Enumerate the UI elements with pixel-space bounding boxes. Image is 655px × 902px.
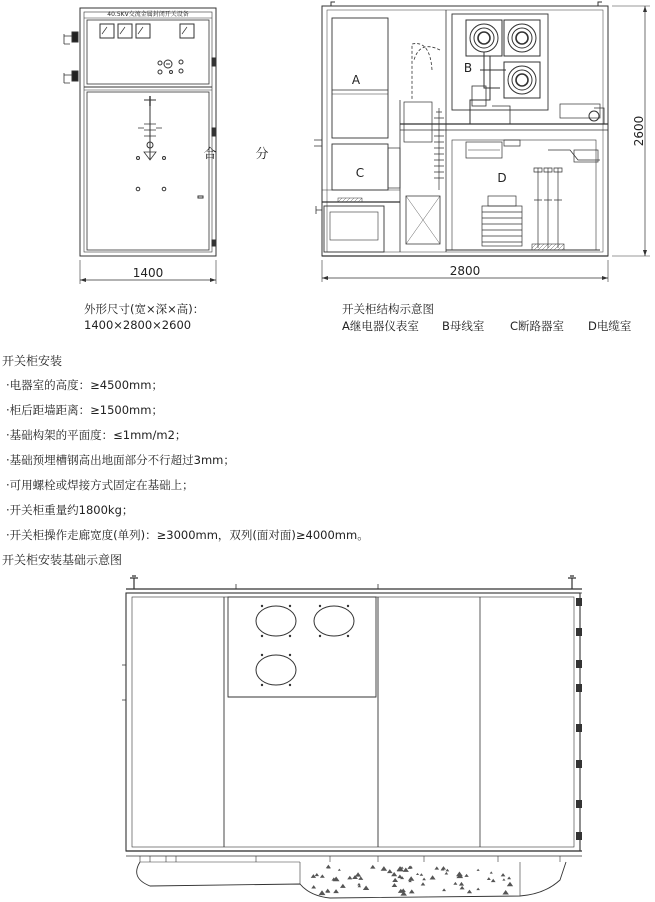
aggregate-stone — [442, 888, 446, 891]
aggregate-stone — [397, 875, 402, 879]
aggregate-stone — [445, 872, 449, 875]
aggregate-stone — [453, 882, 457, 885]
install-item-7: ·开关柜操作走廊宽度(单列)：≥3000mm，双列(面对面)≥4000mm。 — [6, 528, 369, 542]
aggregate-stone — [370, 865, 375, 869]
aggregate-stone — [487, 877, 491, 880]
meter-4 — [180, 24, 194, 38]
aggregate-stone — [430, 875, 436, 879]
side-legend-b: B母线室 — [442, 319, 485, 333]
aggregate-stone — [363, 885, 369, 890]
aggregate-stone — [358, 876, 363, 880]
install-item-5: ·可用螺栓或焊接方式固定在基础上； — [6, 478, 194, 492]
concrete-aggregate — [311, 865, 513, 896]
meter-2 — [118, 24, 132, 38]
breaker-truck — [324, 206, 384, 252]
front-side-text: 合 — [203, 147, 217, 162]
handle-upper — [72, 32, 78, 42]
front-view-drawing — [64, 8, 216, 284]
aggregate-stone — [319, 890, 326, 895]
front-panel-title: 40.5KV交流金属封闭开关设备 — [107, 11, 189, 18]
front-caption-line1: 外形尺寸(宽×深×高)： — [84, 302, 205, 316]
aggregate-stone — [357, 883, 361, 886]
compartment-label-a: A — [351, 73, 361, 87]
aggregate-stone — [320, 874, 325, 877]
install-item-3: ·基础构架的平面度：≤1mm/m2； — [6, 428, 187, 442]
aggregate-stone — [338, 869, 341, 871]
handle-lower — [72, 71, 78, 81]
aggregate-stone — [459, 882, 464, 886]
side-legend-a: A继电器仪表室 — [342, 319, 419, 333]
aggregate-stone — [403, 868, 409, 872]
compartment-d — [452, 140, 596, 250]
aggregate-stone — [333, 889, 339, 893]
aggregate-stone — [422, 878, 426, 881]
install-item-6: ·开关柜重量约1800kg； — [6, 503, 134, 517]
aggregate-stone — [464, 874, 468, 877]
side-legend-d: D电缆室 — [588, 319, 632, 333]
side-cabinet-outline — [322, 6, 608, 256]
meter-1 — [100, 24, 114, 38]
aggregate-stone — [434, 866, 439, 869]
compartment-label-b: B — [463, 61, 473, 75]
knob-1 — [158, 61, 162, 65]
compartment-label-c: C — [355, 166, 365, 180]
aggregate-stone — [416, 873, 419, 875]
aggregate-stone — [355, 872, 361, 876]
front-cabinet-outline — [80, 8, 216, 256]
aggregate-stone — [381, 866, 388, 871]
front-width-dimension: 1400 — [132, 266, 164, 280]
install-item-2: ·柜后距墙距离：≥1500mm； — [6, 403, 163, 417]
aggregate-stone — [502, 878, 505, 880]
foundation-cabinet-outline — [126, 593, 580, 851]
lower-door — [87, 92, 209, 250]
aggregate-stone — [392, 878, 398, 882]
compartment-label-d: D — [497, 171, 507, 185]
side-view-drawing — [314, 2, 650, 282]
concrete-foundation — [137, 862, 566, 898]
aggregate-stone — [387, 869, 393, 873]
aggregate-stone — [311, 885, 316, 888]
aggregate-stone — [491, 879, 496, 882]
bushing-holes — [256, 606, 354, 685]
aggregate-stone — [340, 884, 346, 888]
foundation-drawing — [122, 576, 582, 898]
aggregate-stone — [476, 888, 480, 891]
aggregate-stone — [460, 886, 465, 890]
aggregate-stone — [408, 876, 414, 880]
meter-3 — [136, 24, 150, 38]
aggregate-stone — [507, 876, 511, 879]
side-legend-c: C断路器室 — [510, 319, 565, 333]
aggregate-stone — [490, 871, 493, 873]
side-depth-dimension: 2800 — [449, 264, 481, 278]
bushing-plate — [228, 597, 376, 697]
foundation-heading: 开关柜安装基础示意图 — [2, 553, 123, 567]
aggregate-stone — [409, 889, 415, 893]
side-height-dimension: 2600 — [632, 115, 646, 147]
aggregate-stone — [347, 876, 352, 880]
side-side-text: 分 — [255, 147, 269, 162]
aggregate-stone — [501, 873, 506, 876]
aggregate-stone — [502, 890, 508, 895]
aggregate-stone — [392, 883, 398, 887]
aggregate-stone — [467, 890, 472, 894]
install-item-4: ·基础预埋槽钢高出地面部分不行超过3mm； — [6, 453, 235, 467]
aggregate-stone — [445, 869, 449, 872]
aggregate-stone — [477, 869, 480, 871]
install-heading: 开关柜安装 — [2, 354, 63, 368]
front-caption-line2: 1400×2800×2600 — [84, 318, 192, 332]
side-caption-title: 开关柜结构示意图 — [342, 302, 434, 316]
aggregate-stone — [420, 873, 424, 876]
install-item-1: ·电器室的高度：≥4500mm； — [6, 378, 163, 392]
aggregate-stone — [315, 873, 319, 876]
aggregate-stone — [421, 882, 426, 885]
